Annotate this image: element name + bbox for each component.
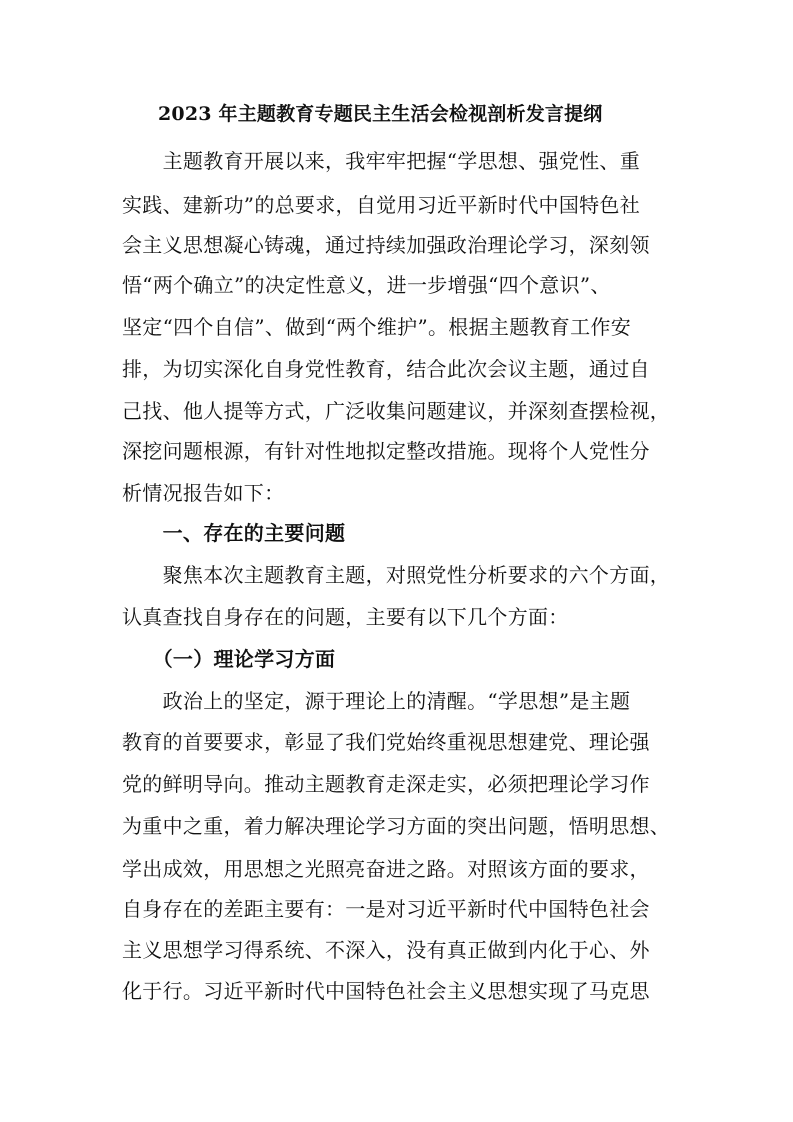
section-heading: 一、存在的主要问题 <box>122 521 346 545</box>
paragraph-line: 己找、他人提等方式，广泛收集问题建议，并深刻查摆检视， <box>122 399 671 423</box>
paragraph-line: 自身存在的差距主要有：一是对习近平新时代中国特色社会 <box>122 897 650 921</box>
paragraph-line: 教育的首要要求，彰显了我们党始终重视思想建党、理论强 <box>122 730 650 754</box>
paragraph-line: 会主义思想凝心铸魂，通过持续加强政治理论学习，深刻领 <box>122 233 650 257</box>
paragraph-line: 坚定“四个自信”、做到“两个维护”。根据主题教育工作安 <box>122 315 631 339</box>
paragraph-line: 化于行。习近平新时代中国特色社会主义思想实现了马克思 <box>122 979 650 1003</box>
subsection-heading: （一）理论学习方面 <box>122 647 336 671</box>
document-title: 2023 年主题教育专题民主生活会检视剖析发言提纲 <box>158 103 603 125</box>
paragraph-line: 聚焦本次主题教育主题，对照党性分析要求的六个方面， <box>122 563 671 587</box>
paragraph-line: 析情况报告如下： <box>122 481 285 505</box>
paragraph-line: 党的鲜明导向。推动主题教育走深走实，必须把理论学习作 <box>122 772 650 796</box>
paragraph-line: 主题教育开展以来，我牢牢把握“学思想、强党性、重 <box>122 149 641 173</box>
paragraph-line: 实践、建新功”的总要求，自觉用习近平新时代中国特色社 <box>122 193 641 217</box>
paragraph-line: 政治上的坚定，源于理论上的清醒。“学思想”是主题 <box>122 689 631 713</box>
paragraph-line: 悟“两个确立”的决定性意义，进一步增强“四个意识”、 <box>122 273 611 297</box>
paragraph-line: 排，为切实深化自身党性教育，结合此次会议主题，通过自 <box>122 357 650 381</box>
paragraph-line: 深挖问题根源，有针对性地拟定整改措施。现将个人党性分 <box>122 439 650 463</box>
paragraph-line: 主义思想学习得系统、不深入，没有真正做到内化于心、外 <box>122 938 650 962</box>
paragraph-line: 为重中之重，着力解决理论学习方面的突出问题，悟明思想、 <box>122 814 671 838</box>
paragraph-line: 学出成效，用思想之光照亮奋进之路。对照该方面的要求， <box>122 857 650 881</box>
paragraph-line: 认真查找自身存在的问题，主要有以下几个方面： <box>122 605 569 629</box>
